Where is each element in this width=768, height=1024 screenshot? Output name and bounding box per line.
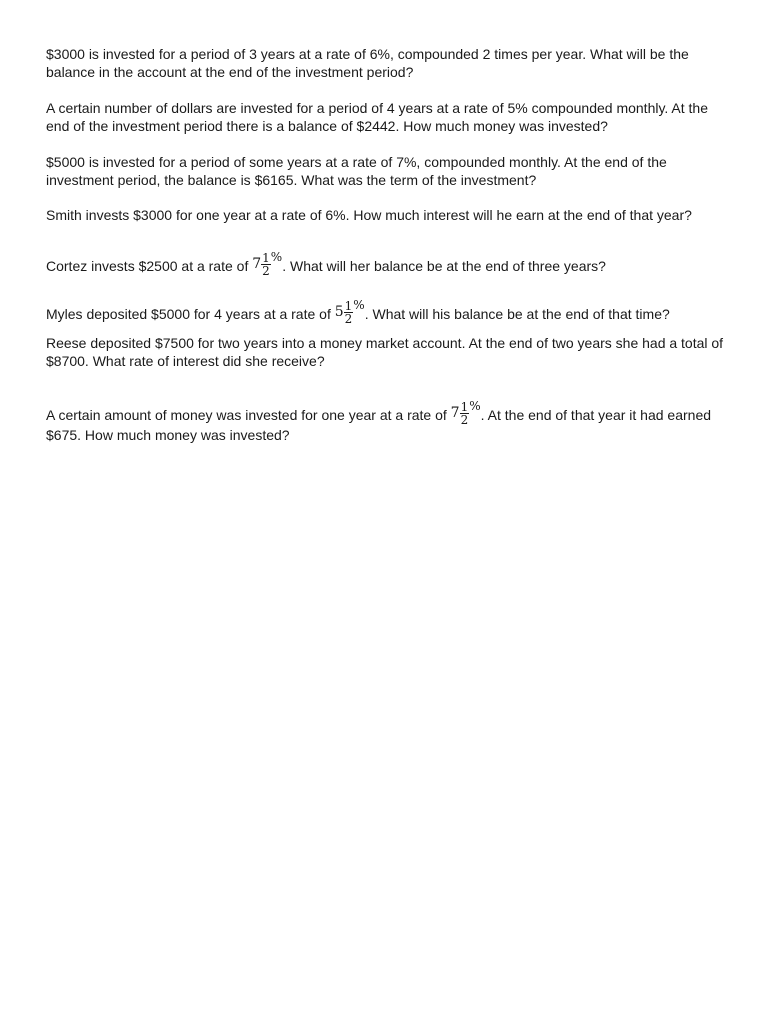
percent-sign: %	[270, 250, 283, 264]
fraction-whole: 5	[334, 304, 344, 320]
mixed-fraction-rate	[451, 399, 481, 426]
percent-sign: %	[469, 399, 481, 413]
fraction-denominator: 2	[344, 311, 353, 326]
question-1: $3000 is invested for a period of 3 years at a rate of 6%, compounded 2 times per year. What will be the balance in the account at the end of the investment period?	[46, 46, 689, 80]
fraction-numerator: 1	[262, 250, 270, 265]
question-8-text-before: A certain amount of money was invested for one year at a rate of	[46, 407, 451, 423]
fraction-denominator: 2	[460, 412, 469, 427]
question-8-text-after: . At the end of that year it had earned $675. How much money was invested?	[46, 407, 712, 443]
question-6-text-before: Myles deposited $5000 for 4 years at a rate of	[46, 306, 335, 322]
question-6-text-after: . What will his balance be at the end of that time?	[364, 306, 670, 322]
question-5-text-after: . What will her balance be at the end of three years?	[282, 258, 606, 274]
fraction-whole: 7	[252, 256, 262, 272]
question-7: Reese deposited $7500 for two years into a money market account. At the end of two years she had a total of $8700. What rate of interest did she receive?	[46, 335, 724, 369]
fraction-denominator: 2	[262, 263, 270, 278]
fraction-numerator: 1	[460, 399, 469, 414]
question-4: Smith invests $3000 for one year at a rate of 6%. How much interest will he earn at the end of that year?	[46, 207, 692, 223]
question-8	[46, 399, 726, 444]
percent-sign: %	[353, 298, 365, 312]
question-6	[46, 298, 726, 325]
mixed-fraction-rate	[252, 250, 282, 277]
question-5-text-before: Cortez invests $2500 at a rate of	[46, 258, 253, 274]
question-2: A certain number of dollars are invested for a period of 4 years at a rate of 5% compounded monthly. At the end of the investment period there is a balance of $2442. How much money was invested?	[46, 100, 709, 134]
mixed-fraction-rate	[335, 298, 365, 325]
question-5	[46, 250, 726, 277]
question-3: $5000 is invested for a period of some years at a rate of 7%, compounded monthly. At the end of the investment period, the balance is $6165. What was the term of the investment?	[46, 154, 667, 188]
fraction-numerator: 1	[344, 298, 353, 313]
fraction-whole: 7	[450, 405, 460, 421]
